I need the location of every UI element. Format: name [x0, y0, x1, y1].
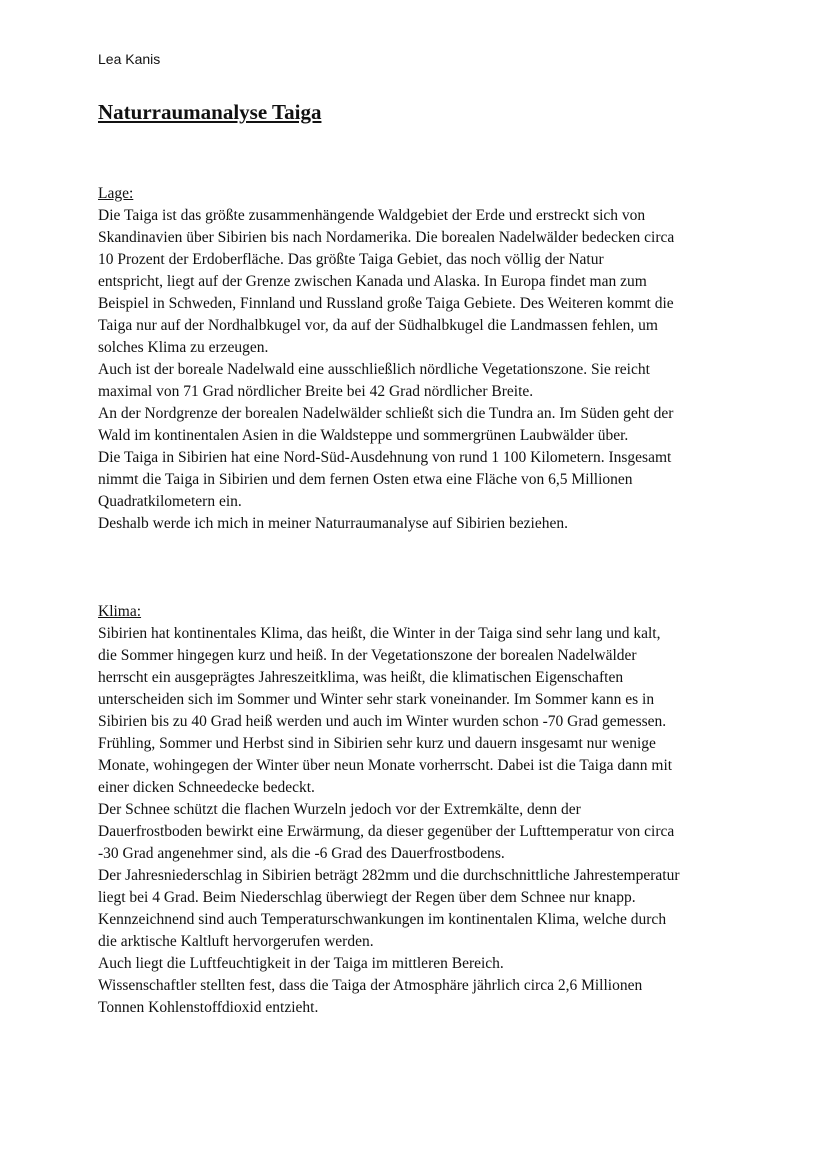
paragraph-line: die Sommer hingegen kurz und heiß. In der Vegetationszone der borealen Nadelwälder — [98, 647, 637, 664]
paragraph-line: Der Jahresniederschlag in Sibirien beträgt 282mm und die durchschnittliche Jahrestemperatur — [98, 867, 680, 884]
paragraph-line: unterscheiden sich im Sommer und Winter sehr stark voneinander. Im Sommer kann es in — [98, 691, 655, 708]
section-heading-klima: Klima: — [98, 603, 142, 620]
paragraph-line: Der Schnee schützt die flachen Wurzeln jedoch vor der Extremkälte, denn der — [98, 801, 581, 818]
section-body-lage — [98, 205, 738, 535]
paragraph-line: Wissenschaftler stellten fest, dass die Taiga der Atmosphäre jährlich circa 2,6 Millionen — [98, 977, 643, 994]
section-heading-lage: Lage: — [98, 185, 134, 202]
paragraph-line: Sibirien hat kontinentales Klima, das heißt, die Winter in der Taiga sind sehr lang und kalt, — [98, 625, 661, 642]
paragraph-line: liegt bei 4 Grad. Beim Niederschlag überwiegt der Regen über dem Schnee nur knapp. — [98, 889, 636, 906]
paragraph-line: Wald im kontinentalen Asien in die Waldsteppe und sommergrünen Laubwälder über. — [98, 427, 629, 444]
paragraph-line: Monate, wohingegen der Winter über neun Monate vorherrscht. Dabei ist die Taiga dann mit — [98, 757, 673, 774]
paragraph-line: Die Taiga ist das größte zusammenhängende Waldgebiet der Erde und erstreckt sich von — [98, 207, 646, 224]
document-title: Naturraumanalyse Taiga — [98, 100, 322, 124]
section-klima — [98, 601, 738, 1019]
author-name: Lea Kanis — [98, 51, 161, 67]
paragraph-line: nimmt die Taiga in Sibirien und dem fernen Osten etwa eine Fläche von 6,5 Millionen — [98, 471, 633, 488]
paragraph-line: maximal von 71 Grad nördlicher Breite bei 42 Grad nördlicher Breite. — [98, 383, 534, 400]
paragraph-line: An der Nordgrenze der borealen Nadelwälder schließt sich die Tundra an. Im Süden geht der — [98, 405, 674, 422]
paragraph-line: Auch liegt die Luftfeuchtigkeit in der Taiga im mittleren Bereich. — [98, 955, 504, 972]
paragraph-line: Die Taiga in Sibirien hat eine Nord-Süd-Ausdehnung von rund 1 100 Kilometern. Insgesamt — [98, 449, 672, 466]
paragraph-line: Beispiel in Schweden, Finnland und Russland große Taiga Gebiete. Des Weiteren kommt die — [98, 295, 674, 312]
paragraph-line: solches Klima zu erzeugen. — [98, 339, 269, 356]
paragraph-line: Taiga nur auf der Nordhalbkugel vor, da auf der Südhalbkugel die Landmassen fehlen, um — [98, 317, 658, 334]
paragraph-line: entspricht, liegt auf der Grenze zwischen Kanada und Alaska. In Europa findet man zum — [98, 273, 647, 290]
paragraph-line: Auch ist der boreale Nadelwald eine ausschließlich nördliche Vegetationszone. Sie reicht — [98, 361, 650, 378]
paragraph-line: herrscht ein ausgeprägtes Jahreszeitklima, was heißt, die klimatischen Eigenschaften — [98, 669, 624, 686]
paragraph-line: einer dicken Schneedecke bedeckt. — [98, 779, 315, 796]
paragraph-line: die arktische Kaltluft hervorgerufen werden. — [98, 933, 374, 950]
paragraph-line: Skandinavien über Sibirien bis nach Nordamerika. Die borealen Nadelwälder bedecken circa — [98, 229, 675, 246]
section-body-klima — [98, 623, 738, 1019]
paragraph-line: Frühling, Sommer und Herbst sind in Sibirien sehr kurz und dauern insgesamt nur wenige — [98, 735, 656, 752]
section-lage — [98, 183, 738, 535]
paragraph-line: Sibirien bis zu 40 Grad heiß werden und auch im Winter wurden schon -70 Grad gemessen. — [98, 713, 667, 730]
paragraph-line: Kennzeichnend sind auch Temperaturschwankungen im kontinentalen Klima, welche durch — [98, 911, 667, 928]
paragraph-line: 10 Prozent der Erdoberfläche. Das größte Taiga Gebiet, das noch völlig der Natur — [98, 251, 604, 268]
paragraph-line: -30 Grad angenehmer sind, als die -6 Grad des Dauerfrostbodens. — [98, 845, 505, 862]
paragraph-line: Tonnen Kohlenstoffdioxid entzieht. — [98, 999, 319, 1016]
paragraph-line: Quadratkilometern ein. — [98, 493, 242, 510]
paragraph-line: Deshalb werde ich mich in meiner Naturraumanalyse auf Sibirien beziehen. — [98, 515, 568, 532]
paragraph-line: Dauerfrostboden bewirkt eine Erwärmung, da dieser gegenüber der Lufttemperatur von circa — [98, 823, 675, 840]
